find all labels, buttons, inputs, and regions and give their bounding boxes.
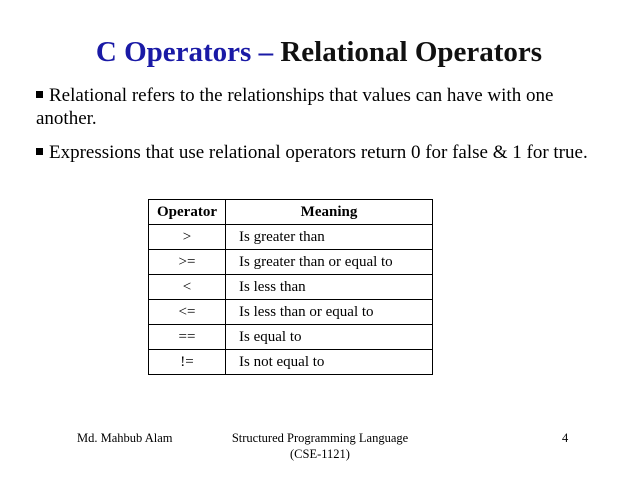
table-row (149, 300, 433, 325)
operator-cell: <= (149, 300, 226, 325)
bullet-text: Relational refers to the relationships that values can have with one another. (36, 85, 554, 129)
table-row (149, 275, 433, 300)
operator-cell: < (149, 275, 226, 300)
operator-cell: > (149, 225, 226, 250)
footer-course (218, 430, 422, 462)
meaning-cell: Is greater than (226, 225, 433, 250)
operator-cell: == (149, 325, 226, 350)
meaning-cell: Is less than (226, 275, 433, 300)
square-bullet-icon (36, 91, 43, 98)
meaning-cell: Is less than or equal to (226, 300, 433, 325)
operators-table (148, 199, 433, 375)
table-row (149, 350, 433, 375)
table-row (149, 325, 433, 350)
meaning-cell: Is greater than or equal to (226, 250, 433, 275)
title-main: Relational Operators (280, 36, 543, 68)
footer-author: Md. Mahbub Alam (77, 431, 173, 445)
meaning-cell: Is equal to (226, 325, 433, 350)
footer-course-code: (CSE-1121) (290, 447, 350, 461)
slide-title (0, 34, 638, 70)
table-row (149, 250, 433, 275)
table-row (149, 225, 433, 250)
table-header-row (149, 200, 433, 225)
header-meaning: Meaning (226, 200, 433, 225)
header-operator: Operator (149, 200, 226, 225)
bullet-text: Expressions that use relational operators return 0 for false & 1 for true. (49, 142, 588, 163)
operator-cell: >= (149, 250, 226, 275)
meaning-cell: Is not equal to (226, 350, 433, 375)
operator-cell: != (149, 350, 226, 375)
bullet-item (36, 141, 596, 164)
bullet-item (36, 84, 596, 130)
square-bullet-icon (36, 148, 43, 155)
footer-course-name: Structured Programming Language (231, 431, 409, 445)
page-number: 4 (562, 431, 569, 445)
title-accent: C Operators – (95, 36, 274, 68)
